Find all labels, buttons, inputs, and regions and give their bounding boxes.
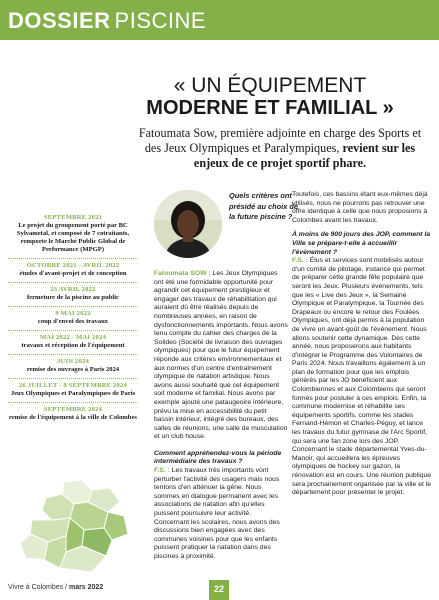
timeline-text: coup d'envoi des travaux — [37, 318, 109, 325]
speaker-label: Fatoumata SOW : — [154, 270, 211, 277]
timeline-date: OCTOBRE 2021 - AVRIL 2022 — [26, 262, 120, 269]
publication-name: Vivre à Colombes — [8, 584, 64, 591]
answer-2-text: Les travaux très importants vont perturber l'activité des usagers mais nous tentons d'en atténuer la gêne. Nous sommes en dialogue permanent avec les associations de natation afin qu'elles puissent poursuivre leur activité. Concernant les scolaires, nous avons des discussions bien engagées avec des communes voisines pour que les enfants puissent pratiquer la natation dans des piscines à proximité. — [154, 467, 280, 560]
colombes-map-illustration — [12, 476, 132, 576]
timeline-text: remise de l'équipement à la ville de Colombes — [9, 414, 137, 421]
timeline-date: JUIN 2024 — [56, 358, 90, 365]
timeline-item — [8, 355, 138, 379]
timeline-text: remise des ouvrages à Paris 2024 — [26, 366, 120, 373]
article-column-2 — [292, 191, 432, 576]
page-number: 22 — [209, 580, 229, 600]
footer-publication: Vivre à Colombes / mars 2022 — [8, 584, 104, 591]
timeline-item — [8, 331, 138, 355]
section-title-bold: DOSSIER — [8, 8, 111, 33]
q1-block — [229, 191, 299, 223]
timeline-item — [8, 307, 138, 331]
section-title — [8, 9, 206, 33]
question-2: Comment appréhendez-vous la période intermédiaire des travaux ? — [154, 449, 282, 466]
timeline-date: 9 MAI 2022 — [55, 310, 91, 317]
timeline-item — [8, 403, 138, 426]
timeline-text: Jeux Olympiques et Paralympiques de Paris — [10, 390, 136, 397]
section-title-light: PISCINE — [114, 8, 207, 33]
timeline-item — [8, 211, 138, 259]
question-1: Quels critères ont présidé au choix de la future piscine ? — [229, 191, 299, 222]
timeline-text: Le projet du groupement porté par BC Sylvametal, et composé de 7 cotraitants, remporte le Marché Public Global de Performance (MPGP) — [16, 222, 130, 253]
timeline-date: SEPTEMBRE 2024 — [43, 406, 103, 413]
answer-3-text: Élus et services sont mobilisés autour d'un comité de pilotage, instance qui permet de préparer cette grande fête populaire que seront les Jeux. Plusieurs événements, tels que les « Live des Jeux », la Semaine Olympique et Paralympique, la Tournée des Drapeaux ou encore le retour des Foulées Olympiques, ont déjà permis à la population de vivre un avant-goût de l'événement. Nous allons soutenir cette dynamique. Dès cette année, nous proposerons aux habitants d'intégrer le Programme des Volontaires de Paris 2024. Nous travaillons également à un plan de formation pour que les emplois générés par les JO bénéficient aux Colombiennes et aux Colombiens qui seront formés pour postuler à ces emplois. Enfin, la commune modernise et réhabilite ses équipements sportifs, comme les stades Fernand-Hémon et Charles-Péguy, et lance les travaux du futur gymnase de l'Arc Sportif, qui sera une fan zone lors des JOP. Concernant le stade départemental Yves-du-Manoir, qui accueillera les épreuves olympiques de hockey sur gazon, la rénovation est en cours. Une réunion publique sera prochainement organisée par la ville et le département pour présenter le projet. — [292, 257, 432, 497]
article-title-line1: « UN ÉQUIPEMENT — [173, 74, 367, 97]
timeline-text: fermeture de la piscine au public — [26, 294, 119, 301]
timeline-date: MAI 2022 - MAI 2024 — [39, 334, 107, 341]
timeline-text: études d'avant-projet et de conception — [19, 270, 127, 277]
answer-1-text: Les Jeux Olympiques ont été une formidable opportunité pour agrandir cet équipement prestigieux et engager des travaux de réhabilitation qui auraient dû être réalisés depuis de nombreuses années, en raison de dysfonctionnements importants. Nous avons tenu compte du cahier des charges de la Solideo (Société de livraison des ouvrages olympiques) pour que le futur équipement réponde aux critères environnementaux et aux normes d'un centre d'entraînement olympique de natation artistique. Nous avons aussi souhaité que cet équipement soit moderne et familial. Nous avons par exemple ajouté une pataugeoire intérieure, prévu la mise en accessibilité du petit bassin intérieur, intégré des bureaux, des salles de réunions, une salle de musculation et un club house. — [154, 270, 288, 441]
article-intro — [130, 126, 430, 171]
timeline-item — [8, 259, 138, 283]
article-title-line2: MODERNE ET FAMILIAL » — [146, 97, 394, 119]
answer-1 — [154, 226, 288, 566]
timeline-item — [8, 283, 138, 307]
intro-rest: revient sur les enjeux de ce projet sportif phare. — [193, 141, 416, 170]
answer-2-continued: Toutefois, ces bassins étant eux-mêmes déjà utilisés, nous ne pourrons pas retrouver une offre identique à celle que nous proposions à Colombes avant les travaux. — [292, 191, 428, 224]
speaker-short-label: F.S. : — [154, 467, 170, 475]
timeline-item — [8, 379, 138, 403]
intro-name: Fatoumata Sow, première adjointe en charge des Sports et des Jeux Olympiques et Paralympiques, — [138, 126, 422, 155]
project-timeline — [8, 211, 138, 426]
timeline-date: 26 JUILLET - 8 SEPTEMBRE 2024 — [18, 382, 128, 389]
speaker-short-label-2: F.S. : — [292, 257, 308, 265]
article-title — [110, 74, 430, 120]
timeline-text: travaux et réception de l'équipement — [21, 342, 125, 349]
timeline-date: SEPTEMBRE 2021 — [43, 214, 103, 221]
issue-date: mars 2022 — [68, 584, 104, 591]
timeline-date: 23 AVRIL 2022 — [50, 286, 96, 293]
question-3: À moins de 900 jours des JOP, comment la Ville se prépare-t-elle à accueillir l'événement ? — [292, 231, 431, 256]
